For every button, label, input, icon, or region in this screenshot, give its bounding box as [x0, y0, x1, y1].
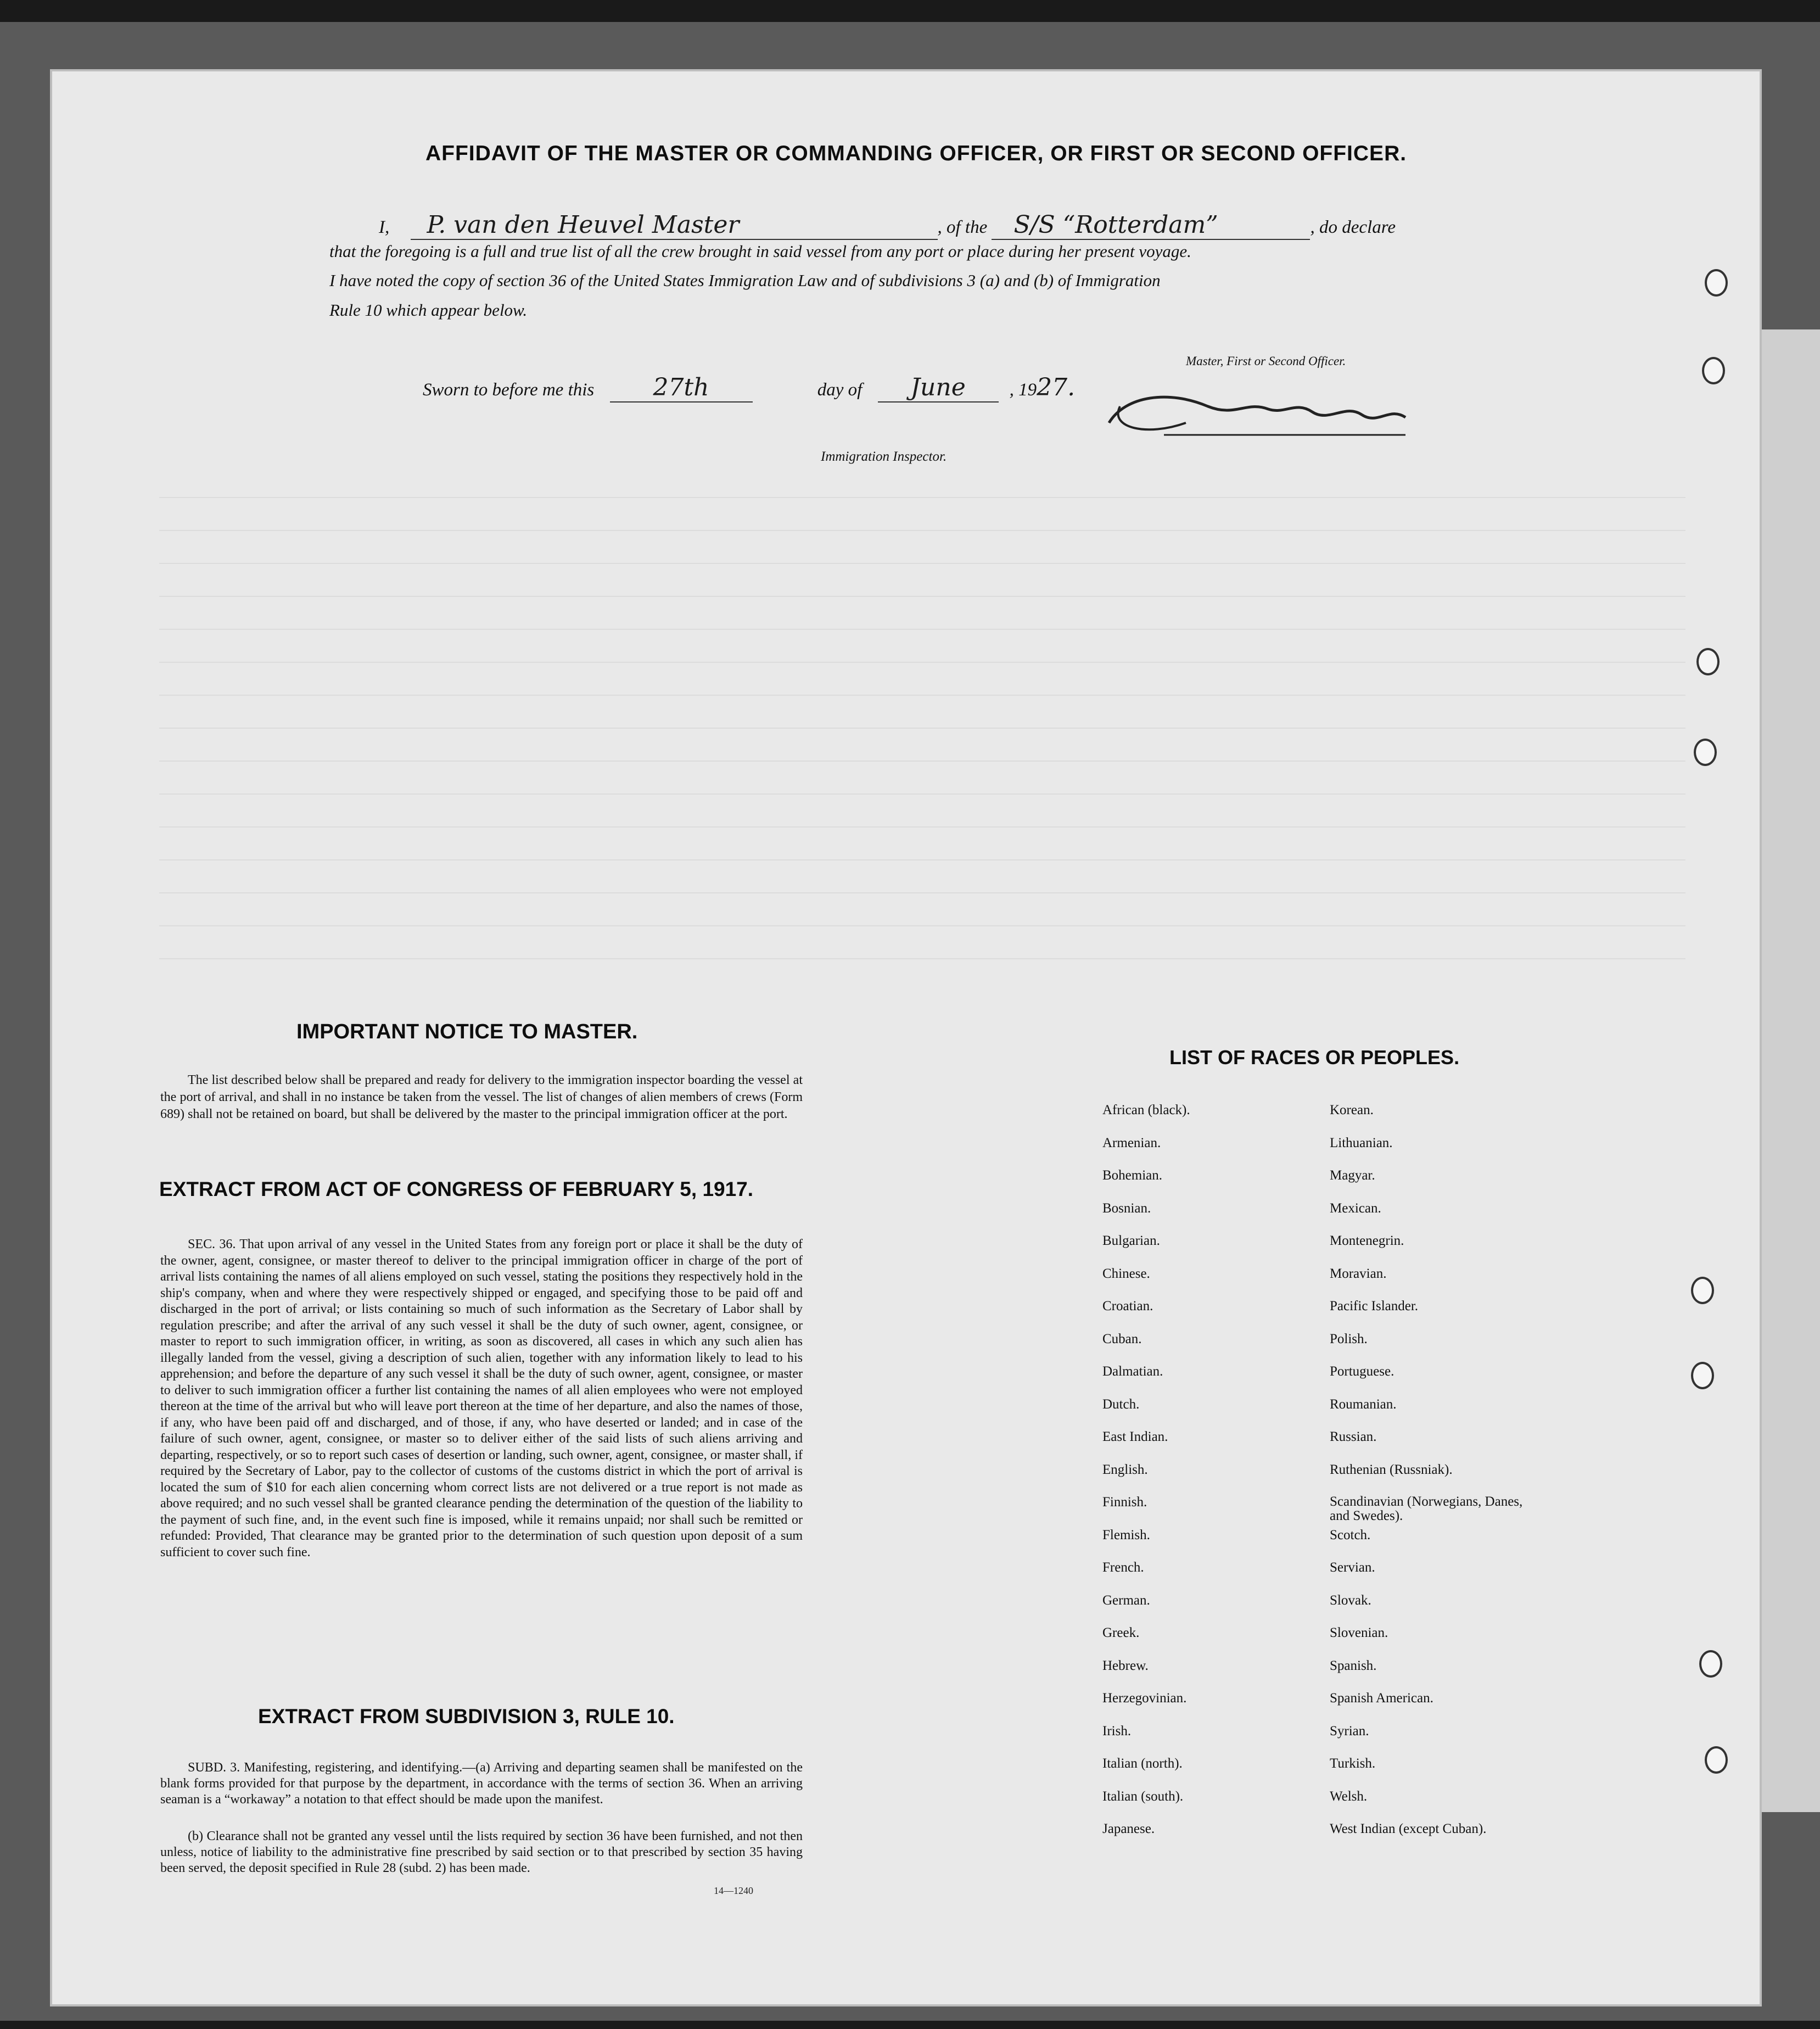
race-item: Slovenian. [1330, 1625, 1388, 1640]
race-item: French. [1102, 1560, 1144, 1575]
race-item: Bosnian. [1102, 1200, 1151, 1216]
race-item: Italian (south). [1102, 1788, 1184, 1804]
sworn-month-handwritten: June [910, 373, 966, 401]
race-item: Moravian. [1330, 1266, 1387, 1281]
race-item: Servian. [1330, 1560, 1375, 1575]
race-item: African (black). [1102, 1103, 1190, 1117]
race-item: Korean. [1330, 1103, 1374, 1117]
sworn-day-handwritten: 27th [653, 373, 709, 401]
race-item: Irish. [1102, 1723, 1132, 1739]
race-item: Spanish. [1330, 1658, 1377, 1673]
extract-rule-title: EXTRACT FROM SUBDIVISION 3, RULE 10. [258, 1705, 675, 1728]
race-item: Herzegovinian. [1102, 1691, 1187, 1706]
declaration-prefix: I, [379, 217, 390, 237]
declaration-line-1 [379, 211, 1396, 240]
binder-hole [1705, 1746, 1728, 1774]
race-item: Croatian. [1102, 1299, 1153, 1313]
race-item: Syrian. [1330, 1723, 1369, 1739]
race-item: Slovak. [1330, 1592, 1371, 1608]
master-signature [1104, 384, 1411, 445]
race-item: Mexican. [1330, 1200, 1381, 1216]
race-item: Ruthenian (Russniak). [1330, 1462, 1453, 1477]
race-item: Italian (north). [1102, 1756, 1183, 1771]
sworn-label: Sworn to before me this [423, 380, 595, 400]
race-item: Montenegrin. [1330, 1233, 1404, 1248]
race-item: Cuban. [1102, 1331, 1142, 1346]
race-item: Hebrew. [1102, 1658, 1149, 1673]
master-name-handwritten: P. van den Heuvel Master [427, 211, 740, 239]
important-notice-text: The list described below shall be prepared and ready for delivery to the immigration inspector boarding the vessel at the port of arrival, and shall in no instance be taken from the vessel. The list of changes of alien members of crews (Form 689) shall not be retained on board, but shall be delivered by the master to the principal immigration officer at the port. [160, 1073, 803, 1121]
race-item: Bulgarian. [1102, 1233, 1160, 1248]
race-item: Armenian. [1102, 1135, 1161, 1150]
races-title: LIST OF RACES OR PEOPLES. [1169, 1046, 1460, 1069]
master-officer-label: Master, First or Second Officer. [1186, 354, 1346, 368]
binder-hole [1691, 1362, 1714, 1389]
race-item: West Indian (except Cuban). [1330, 1821, 1487, 1836]
race-item: Japanese. [1102, 1821, 1155, 1836]
do-declare-label: , do declare [1310, 217, 1396, 237]
race-item: Flemish. [1102, 1527, 1150, 1542]
race-item: English. [1102, 1462, 1148, 1477]
race-item: East Indian. [1102, 1429, 1168, 1444]
race-item: Scotch. [1330, 1527, 1371, 1542]
declaration-line-3: I have noted the copy of section 36 of the United States Immigration Law and of subdivisions 3 (a) and (b) of Immigration [329, 271, 1161, 290]
binder-hole [1705, 269, 1728, 297]
race-item: Greek. [1102, 1625, 1140, 1640]
form-number: 14—1240 [714, 1885, 753, 1896]
race-item: Bohemian. [1102, 1168, 1163, 1183]
vessel-name-handwritten: S/S “Rotterdam” [1013, 211, 1218, 239]
extract-rule-text-a: SUBD. 3. Manifesting, registering, and identifying.—(a) Arriving and departing seamen shall be manifested on the blank forms provided for that purpose by the department, in accordance with the terms of section 36. When an arriving seaman is a “workaway” a notation to that effect should be made upon the manifest. [160, 1760, 803, 1807]
race-item: Spanish American. [1330, 1691, 1433, 1706]
race-item: Russian. [1330, 1429, 1377, 1444]
important-notice-title: IMPORTANT NOTICE TO MASTER. [296, 1020, 638, 1043]
race-item: German. [1102, 1592, 1150, 1608]
race-item: Dalmatian. [1102, 1364, 1163, 1379]
extract-rule-text-b: (b) Clearance shall not be granted any vessel until the lists required by section 36 have been furnished, and not then unless, notice of liability to the administrative fine prescribed by said section or to that prescribed by section 35 having been served, the deposit specified in Rule 28 (subd. 2) has been made. [160, 1829, 803, 1875]
race-item: Turkish. [1330, 1756, 1376, 1771]
race-item: Lithuanian. [1330, 1135, 1393, 1150]
race-item: Welsh. [1330, 1788, 1368, 1804]
race-item: Scandinavian (Norwegians, Danes, and Swedes). [1330, 1494, 1523, 1523]
races-right-column [1330, 1103, 1538, 1854]
of-the-label: , of the [937, 217, 988, 237]
race-item: Dutch. [1102, 1396, 1140, 1412]
year-prefix: , 19 [1009, 380, 1037, 400]
races-left-column [1102, 1103, 1190, 1854]
affidavit-title: AFFIDAVIT OF THE MASTER OR COMMANDING OFFICER, OR FIRST OR SECOND OFFICER. [425, 142, 1407, 165]
extract-act-title: EXTRACT FROM ACT OF CONGRESS OF FEBRUARY 5, 1917. [159, 1178, 754, 1200]
sworn-line [423, 373, 1075, 403]
binder-hole [1691, 1277, 1714, 1304]
inspector-label: Immigration Inspector. [821, 449, 947, 464]
declaration-line-2: that the foregoing is a full and true list of all the crew brought in said vessel from any port or place during her present voyage. [329, 242, 1191, 261]
race-item: Finnish. [1102, 1495, 1147, 1510]
day-of-label: day of [817, 380, 863, 400]
binder-hole [1702, 357, 1725, 384]
binder-hole [1696, 648, 1720, 675]
race-item: Polish. [1330, 1331, 1368, 1346]
extract-act-text: SEC. 36. That upon arrival of any vessel in the United States from any foreign port or place it shall be the duty of the owner, agent, consignee, or master thereof to deliver to the principal immigration officer in charge of the port of arrival lists containing the names of all aliens employed on such vessel, stating the positions they respectively hold in the ship's company, when and where they were respectively shipped or engaged, and specifying those to be paid off and discharged in the port of arrival; or lists containing so much of such information as the Secretary of Labor shall by regulation prescribe; and after the arrival of any such vessel it shall be the duty of such owner, agent, consignee, or master to report to such immigration officer, in writing, as soon as discovered, all cases in which any such alien has illegally landed from the vessel, giving a description of such alien, together with any information likely to lead to his apprehension; and before the departure of any such vessel it shall be the duty of such owner, agent, consignee, or master to deliver to such immigration officer a further list containing the names of all alien employees who were not employed thereon at the time of the arrival but who will leave port thereon at the time of her departure, and also the names of those, if any, who have been paid off and discharged, and of those, if any, who have deserted or landed; and in case of the failure of such owner, agent, consignee, or master so to deliver either of the said lists of such aliens arriving and departing, respectively, or so to report such cases of desertion or landing, such owner, agent, consignee, or master shall, if required by the Secretary of Labor, pay to the collector of customs of the customs district in which the port of arrival is located the sum of $10 for each alien concerning whom correct lists are not delivered or a true report is not made as above required; and no such vessel shall be granted clearance pending the determination of the question of the liability to the payment of such fine, and, in the event such fine is imposed, while it remains unpaid; nor shall such be remitted or refunded: Provided, That clearance may be granted prior to the determination of such question upon deposit of a sum sufficient to cover such fine. [160, 1237, 803, 1560]
binder-hole [1694, 739, 1717, 766]
race-item: Pacific Islander. [1330, 1299, 1419, 1313]
race-item: Chinese. [1102, 1266, 1150, 1281]
race-item: Roumanian. [1330, 1396, 1397, 1412]
race-item: Magyar. [1330, 1168, 1375, 1183]
race-item: Portuguese. [1330, 1364, 1395, 1379]
year-suffix-handwritten: 27. [1037, 373, 1076, 401]
binder-hole [1699, 1650, 1722, 1678]
declaration-line-4: Rule 10 which appear below. [329, 300, 528, 320]
